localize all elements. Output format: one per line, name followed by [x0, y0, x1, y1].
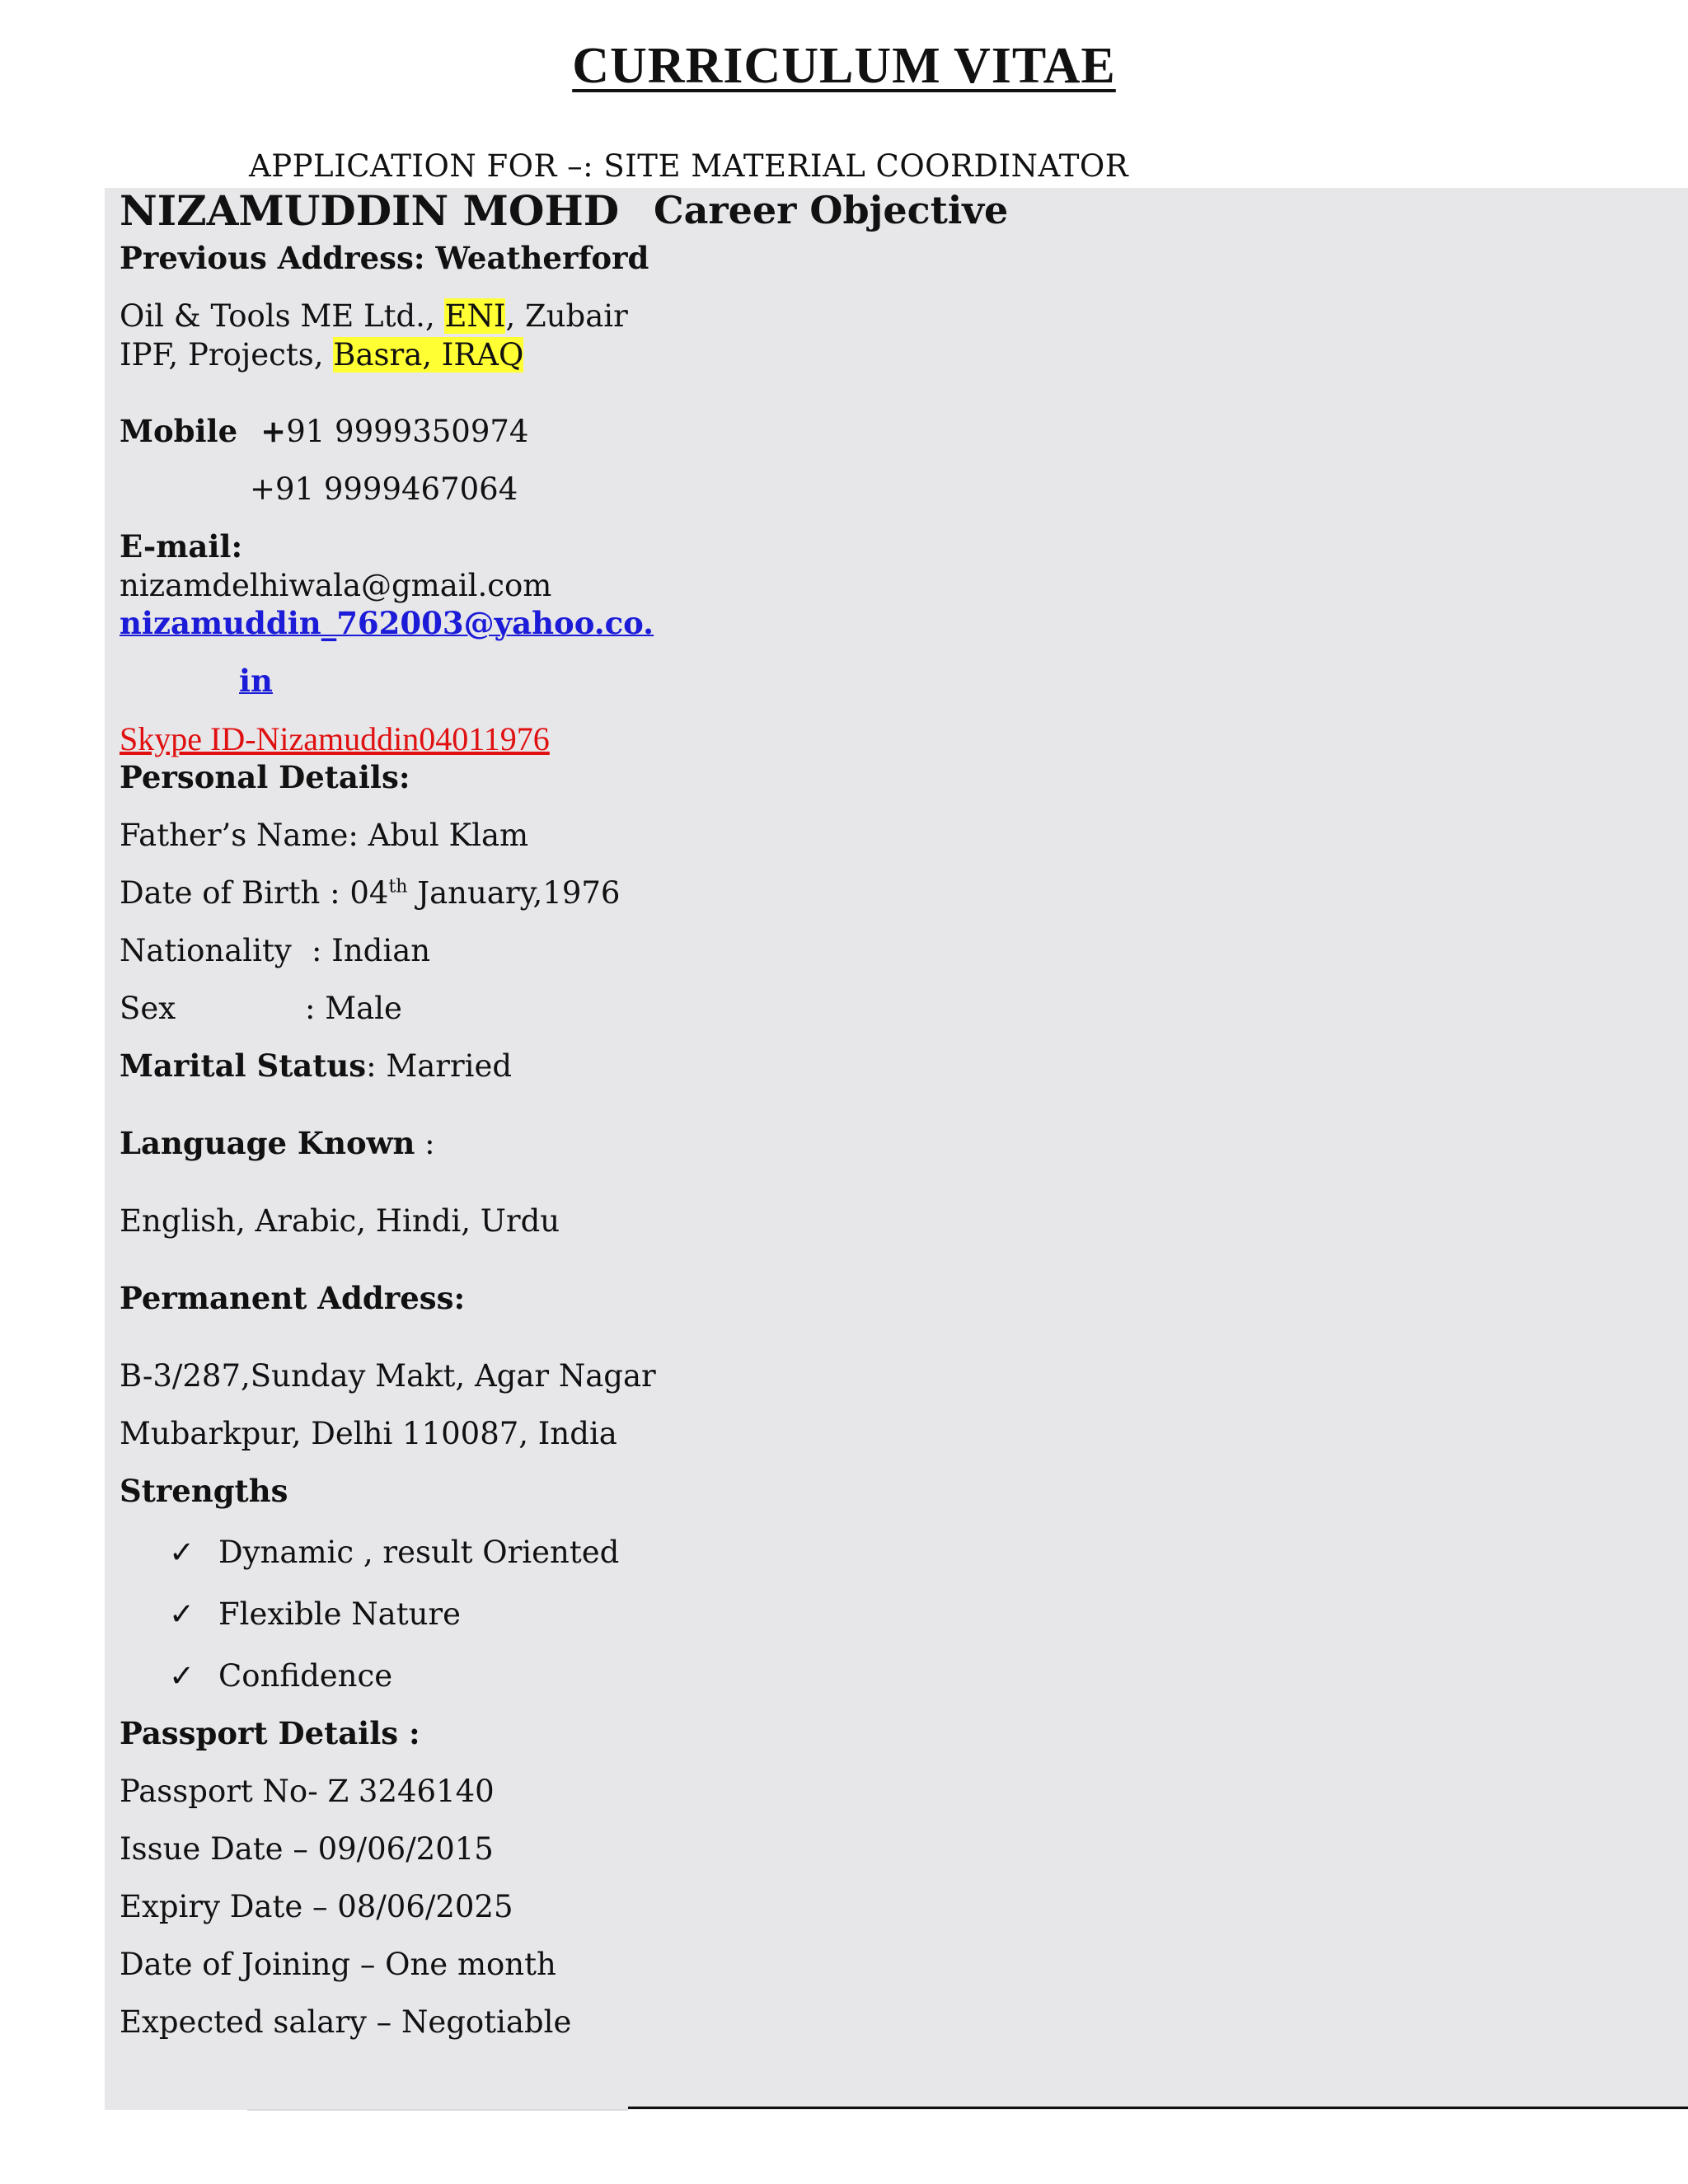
- previous-address-line1: [120, 297, 628, 335]
- passport-expiry-date: Expiry Date – 08/06/2025: [120, 1889, 513, 1924]
- strength-item: [169, 1533, 619, 1572]
- candidate-name: NIZAMUDDIN MOHD: [120, 186, 620, 235]
- permanent-address-line2: Mubarkpur, Delhi 110087, India: [120, 1416, 617, 1451]
- passport-details-heading: Passport Details :: [120, 1715, 420, 1751]
- sex: [120, 989, 402, 1028]
- mobile-plus: +: [260, 413, 287, 449]
- date-of-birth: [120, 874, 620, 912]
- sex-value: : Male: [305, 991, 402, 1026]
- strengths-heading: Strengths: [120, 1473, 288, 1509]
- date-of-joining: Date of Joining – One month: [120, 1947, 556, 1982]
- mobile-row: [120, 412, 528, 451]
- email-1[interactable]: nizamdelhiwala@gmail.com: [120, 568, 552, 603]
- strength-text: Flexible Nature: [218, 1596, 461, 1632]
- email-label: E-mail:: [120, 528, 243, 565]
- skype-id[interactable]: Skype ID-Nizamuddin04011976: [120, 720, 550, 757]
- sex-label: Sex: [120, 991, 176, 1026]
- document-title: CURRICULUM VITAE: [572, 38, 1116, 94]
- permanent-address-line1: B-3/287,Sunday Makt, Agar Nagar: [120, 1358, 656, 1394]
- checkmark-icon: ✓: [169, 1658, 195, 1694]
- mobile-label: Mobile: [120, 413, 238, 449]
- footer-rule-light: [247, 2109, 628, 2111]
- fathers-name: Father’s Name: Abul Klam: [120, 818, 529, 853]
- email-2-link[interactable]: nizamuddin_762003@yahoo.co.: [120, 605, 654, 641]
- address-text: IPF, Projects,: [120, 337, 334, 373]
- marital-value: : Married: [366, 1048, 513, 1084]
- nationality-value: : Indian: [312, 933, 431, 968]
- strength-text: Dynamic , result Oriented: [218, 1535, 620, 1570]
- personal-details-heading: Personal Details:: [120, 759, 410, 795]
- checkmark-icon: ✓: [169, 1535, 195, 1570]
- marital-status: [120, 1047, 512, 1085]
- language-label: Language Known: [120, 1125, 415, 1161]
- previous-address-line2: [120, 335, 523, 374]
- passport-number: Passport No- Z 3246140: [120, 1774, 495, 1809]
- highlight-basra: Basra, IRAQ: [333, 337, 524, 373]
- dob-text: January,1976: [407, 875, 621, 911]
- mobile-number-1: 91 9999350974: [286, 414, 529, 449]
- languages-value: English, Arabic, Hindi, Urdu: [120, 1203, 560, 1239]
- strength-text: Confidence: [218, 1658, 393, 1694]
- marital-label: Marital Status: [120, 1047, 367, 1084]
- application-for: APPLICATION FOR –: SITE MATERIAL COORDINATOR: [249, 148, 1129, 184]
- nationality: [120, 931, 431, 970]
- passport-issue-date: Issue Date – 09/06/2015: [120, 1831, 494, 1867]
- strength-item: [169, 1595, 461, 1633]
- email-2-link-cont[interactable]: in: [239, 663, 273, 699]
- permanent-address-label: Permanent Address:: [120, 1280, 466, 1316]
- expected-salary: Expected salary – Negotiable: [120, 2004, 572, 2040]
- language-known: [120, 1124, 435, 1163]
- previous-address-label: Previous Address: Weatherford: [120, 240, 649, 276]
- language-colon: :: [415, 1126, 435, 1161]
- footer-rule: [628, 2107, 1688, 2109]
- address-text: Oil & Tools ME Ltd.,: [120, 298, 445, 334]
- career-objective-heading: Career Objective: [654, 188, 1009, 232]
- strength-item: [169, 1657, 392, 1695]
- nationality-label: Nationality: [120, 933, 292, 968]
- checkmark-icon: ✓: [169, 1596, 195, 1632]
- dob-text: Date of Birth : 04: [120, 875, 389, 911]
- address-text: , Zubair: [505, 298, 628, 334]
- mobile-number-2: +91 9999467064: [250, 471, 518, 507]
- dob-sup: th: [388, 876, 408, 898]
- highlight-eni: ENI: [444, 298, 506, 334]
